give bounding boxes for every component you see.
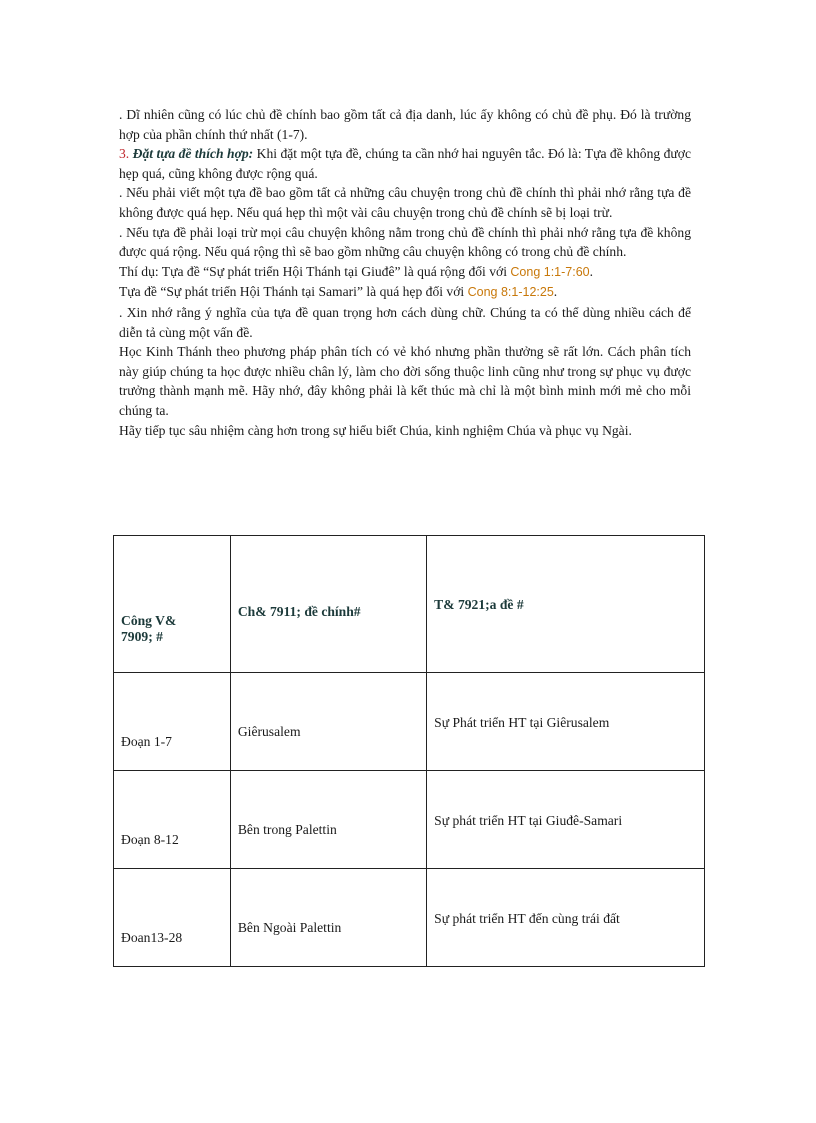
table-row [114,673,705,771]
section-3-paragraph: 3. Đặt tựa đề thích hợp: Khi đặt một tựa đề, chúng ta cần nhớ hai nguyên tắc. Đó là: Tựa đề không được hẹp quá, cũng không được rộng quá. [119,146,691,181]
paragraph: . Xin nhớ rằng ý nghĩa của tựa đề quan trọng hơn cách dùng chữ. Chúng ta có thể dùng nhiều cách để diễn tả cùng một vấn đề. [119,304,691,340]
paragraph: Học Kinh Thánh theo phương pháp phân tích có vẻ khó nhưng phần thưởng sẽ rất lớn. Cách phân tích này giúp chúng ta học được nhiều chân lý, làm cho đời sống thuộc linh cũng như trong sự phục vụ được trưởng thành mạnh mẽ. Hãy nhớ, đây không phải là kết thúc mà chỉ là một bình minh mới mẻ cho mỗi chúng ta. [119,344,691,418]
table-row [114,771,705,869]
paragraph: . Nếu tựa đề phải loại trừ mọi câu chuyện không nằm trong chủ đề chính thì phải nhớ rằng tựa đề không được quá rộng. Nếu quá rộng thì sẽ bao gồm những câu chuyện không có trong chủ đề chính. [119,224,691,260]
header-cell: Công V& 7909; # [114,536,231,673]
table-cell: Sự Phát triển HT tại Giêrusalem [427,673,705,771]
example-paragraph: Thí dụ: Tựa đề “Sự phát triển Hội Thánh tại Giuđê” là quá rộng đối với Cong 1:1-7:60. [119,263,594,279]
table-header-row [114,536,705,673]
table-cell: Đoan13-28 [114,869,231,967]
section-heading: Đặt tựa đề thích hợp: [132,146,254,162]
table-cell: Bên trong Palettin [230,771,426,869]
example-paragraph: Tựa đề “Sự phát triển Hội Thánh tại Samari” là quá hẹp đối với Cong 8:1-12:25. [119,284,558,300]
table-cell: Bên Ngoài Palettin [230,869,426,967]
table-row [114,869,705,967]
header-cell: T& 7921;a đề # [427,536,705,673]
table-cell: Sự phát triển HT đến cùng trái đất [427,869,705,967]
header-cell: Ch& 7911; đề chính# [230,536,426,673]
paragraph: . Dĩ nhiên cũng có lúc chủ đề chính bao gồm tất cả địa danh, lúc ấy không có chủ đề phụ. Đó là trường hợp của phần chính thứ nhất (1-7). [119,107,691,142]
outline-table [113,535,705,967]
table-cell: Đoạn 8-12 [114,771,231,869]
paragraph: . Nếu phải viết một tựa đề bao gồm tất cả những câu chuyện trong chủ đề chính thì phải nhớ rằng tựa đề không được quá hẹp. Nếu quá hẹp thì một vài câu chuyện trong chủ đề chính sẽ bị loại trừ. [119,185,691,220]
scripture-reference: Cong 8:1-12:25 [467,285,554,300]
scripture-reference: Cong 1:1-7:60 [510,264,590,279]
section-number: 3. [119,146,130,162]
document-body [119,105,691,440]
paragraph: Hãy tiếp tục sâu nhiệm càng hơn trong sự hiểu biết Chúa, kinh nghiệm Chúa và phục vụ Ngài. [119,422,632,438]
table-cell: Sự phát triển HT tại Giuđê-Samari [427,771,705,869]
table-cell: Giêrusalem [230,673,426,771]
table-cell: Đoạn 1-7 [114,673,231,771]
